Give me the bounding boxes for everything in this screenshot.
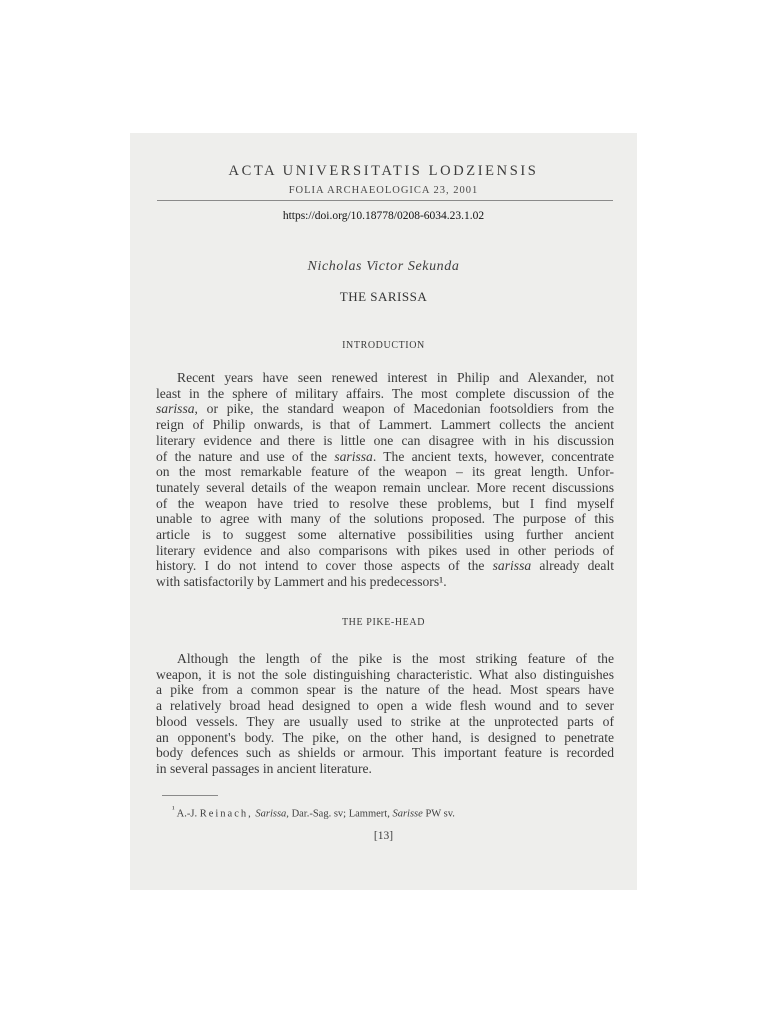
journal-series: FOLIA ARCHAEOLOGICA 23, 2001 (288, 185, 479, 196)
text-line: on the most remarkable feature of the weapon – its great length. Unfor- (156, 464, 614, 480)
paragraph-pike-head (156, 651, 614, 777)
footnote-text-1: Dar.-Sag. sv; Lammert, (291, 808, 390, 820)
header-rule (157, 200, 613, 201)
text-line: reign of Philip onwards, is that of Lammert. Lammert collects the ancient (156, 417, 614, 433)
text-line: literary evidence and also comparisons with pikes used in other periods of (156, 542, 614, 558)
text-line: article is to suggest some alternative possibilities using further ancient (156, 527, 614, 543)
footnote-author-surname: Reinach, (199, 808, 253, 820)
paragraph-introduction (156, 370, 614, 590)
text-line: with satisfactorily by Lammert and his predecessors¹. (156, 574, 447, 590)
page-number: [13] (373, 830, 394, 842)
text-line: unable to agree with many of the solutions proposed. The purpose of this (156, 511, 614, 527)
article-title: THE SARISSA (339, 289, 428, 304)
footnote-rule (162, 795, 218, 796)
footnote-text-2: PW sv. (425, 808, 455, 820)
footnote-work-1: Sarissa, (255, 808, 289, 820)
text-line: of the weapon have tried to resolve these problems, but I find myself (156, 495, 614, 511)
text-line: least in the sphere of military affairs. The most complete discussion of the (156, 385, 614, 401)
text-line: sarissa, or pike, the standard weapon of Macedonian footsoldiers from the (156, 401, 614, 417)
text-line: tunately several details of the weapon remain unclear. More recent discussions (156, 479, 614, 495)
text-line: weapon, it is not the sole distinguishing characteristic. What also distinguishes (156, 666, 614, 682)
text-line: an opponent's body. The pike, on the other hand, is designed to penetrate (156, 729, 614, 745)
footnote (172, 804, 455, 820)
text-line: of the nature and use of the sarissa. The ancient texts, however, concentrate (156, 448, 614, 464)
text-line: literary evidence and there is little one can disagree with in his discussion (156, 432, 614, 448)
text-line: history. I do not intend to cover those aspects of the sarissa already dealt (156, 558, 614, 574)
section-heading-pike-head: THE PIKE-HEAD (341, 617, 426, 628)
text-line: Recent years have seen renewed interest in Philip and Alexander, not (177, 370, 614, 385)
journal-title: ACTA UNIVERSITATIS LODZIENSIS (228, 163, 539, 179)
footnote-work-2: Sarisse (392, 808, 423, 820)
text-line: a relatively broad head designed to open a wide flesh wound and to sever (156, 698, 614, 714)
text-line: body defences such as shields or armour. This important feature is recorded (156, 745, 614, 761)
doi-link[interactable]: https://doi.org/10.18778/0208-6034.23.1.02 (282, 210, 485, 222)
text-line: in several passages in ancient literature. (156, 760, 372, 776)
text-line: blood vessels. They are usually used to strike at the unprotected parts of (156, 713, 614, 729)
footnote-author: A.-J. (176, 808, 198, 820)
text-line: a pike from a common spear is the nature of the head. Most spears have (156, 682, 614, 698)
text-line: Although the length of the pike is the most striking feature of the (177, 651, 614, 666)
section-heading-introduction: INTRODUCTION (342, 340, 425, 351)
footnote-marker: ¹ (172, 804, 175, 814)
author-name: Nicholas Victor Sekunda (307, 259, 460, 274)
